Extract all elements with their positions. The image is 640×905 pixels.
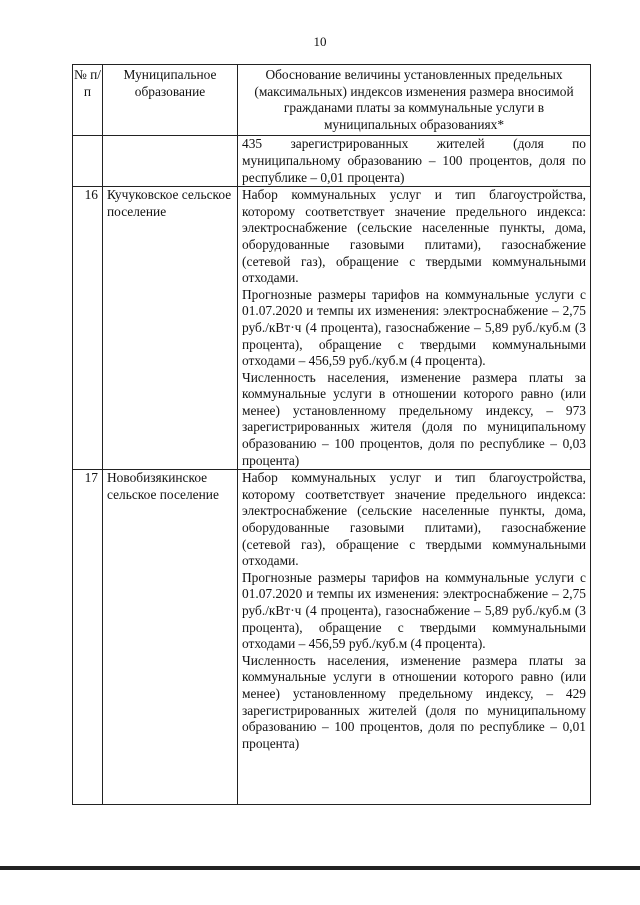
tariffs-paragraph: Прогнозные размеры тарифов на коммунальные услуги с 01.07.2020 и темпы их изменения: электроснабжение – 2,75 руб./кВт·ч (4 процента), газоснабжение – 5,89 руб./куб.м (3 процента), обращение с твердыми коммунальными отходами – 456,59 руб./куб.м (4 процента). [242, 286, 586, 369]
table-row [73, 470, 591, 805]
cell-continuation-text: 435 зарегистрированных жителей (доля по муниципальному образованию – 100 процентов, доля по республике – 0,01 процента) [238, 136, 591, 187]
municipality-name: Кучуковское сельское поселение [103, 187, 238, 470]
cell-municipality-empty [103, 136, 238, 187]
population-paragraph: Численность населения, изменение размера платы за коммунальные услуги в отношении которого равно (или менее) установленному предельному индексу, – 973 зарегистрированных жителя (доля по муниципальному образованию – 100 процентов, доля по республике – 0,03 процента) [242, 369, 586, 468]
header-num: № п/п [73, 65, 103, 136]
cell-num-empty [73, 136, 103, 187]
index-justification-table [72, 64, 591, 805]
population-paragraph: Численность населения, изменение размера платы за коммунальные услуги в отношении которого равно (или менее) установленному предельному индексу, – 429 зарегистрированных жителей (доля по муниципальному образованию – 100 процентов, доля по республике – 0,01 процента) [242, 652, 586, 751]
row-number: 16 [73, 187, 103, 470]
page-number: 10 [313, 34, 327, 49]
table-header-row [73, 65, 591, 136]
bottom-border-line [0, 866, 640, 870]
services-paragraph: Набор коммунальных услуг и тип благоустройства, которому соответствует значение предельного индекса: электроснабжение (сельские населенные пункты, дома, оборудованные газовыми плитами), газоснабжение (сетевой газ), обращение с твердыми коммунальными отходами. [242, 470, 586, 569]
row-number: 17 [73, 470, 103, 805]
services-paragraph: Набор коммунальных услуг и тип благоустройства, которому соответствует значение предельного индекса: электроснабжение (сельские населенные пункты, дома, оборудованные газовыми плитами), газоснабжение (сетевой газ), обращение с твердыми коммунальными отходами. [242, 187, 586, 286]
header-justification: Обоснование величины установленных предельных (максимальных) индексов изменения размера вносимой гражданами платы за коммунальные услуги в муниципальных образованиях* [238, 65, 591, 136]
justification-cell [238, 470, 591, 805]
header-municipality: Муниципальное образование [103, 65, 238, 136]
table-row [73, 187, 591, 470]
justification-cell [238, 187, 591, 470]
cell-blank-space [242, 752, 586, 804]
tariffs-paragraph: Прогнозные размеры тарифов на коммунальные услуги с 01.07.2020 и темпы их изменения: электроснабжение – 2,75 руб./кВт·ч (4 процента), газоснабжение – 5,89 руб./куб.м (3 процента), обращение с твердыми коммунальными отходами – 456,59 руб./куб.м (4 процента). [242, 569, 586, 652]
table-row-continuation [73, 136, 591, 187]
municipality-name: Новобизякинское сельское поселение [103, 470, 238, 805]
